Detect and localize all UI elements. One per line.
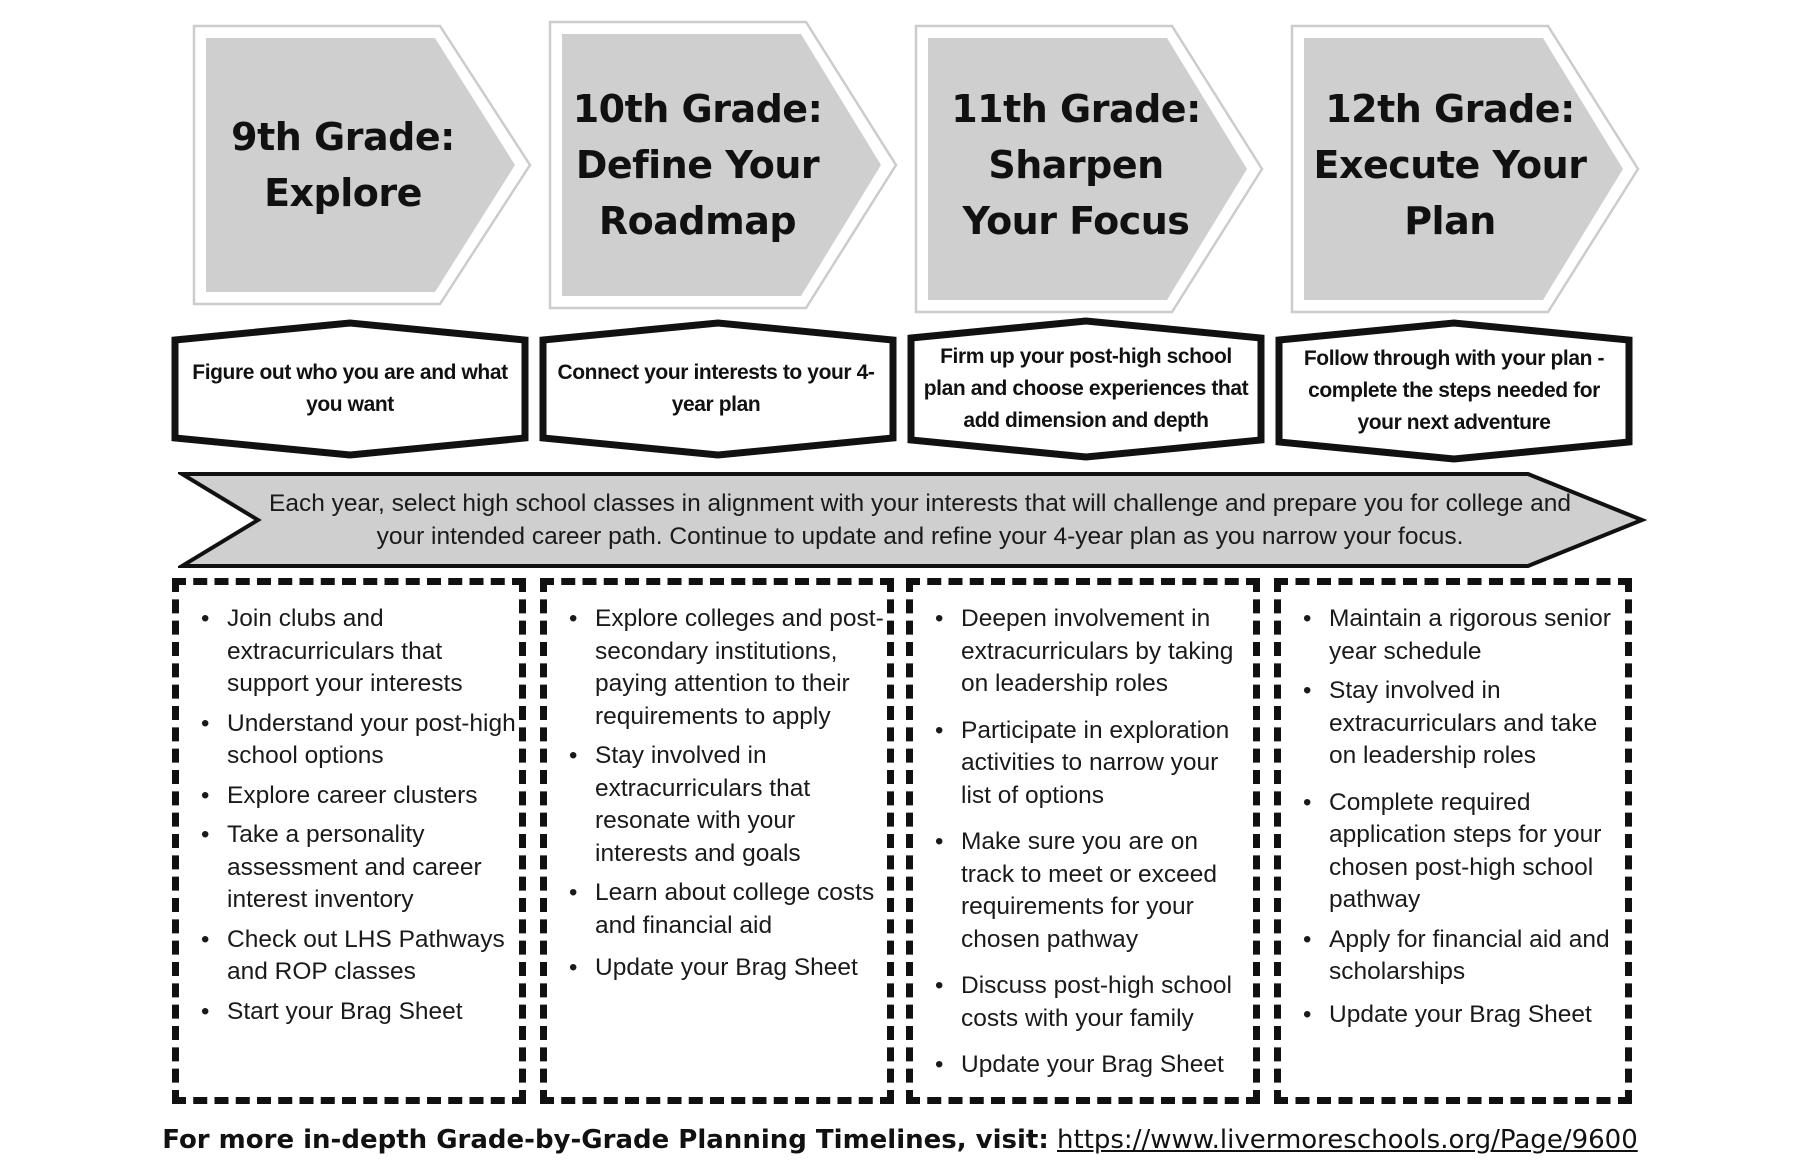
list-item: • Apply for financial aid and scholarships xyxy=(1329,924,1625,989)
list-item: • Maintain a rigorous senior year schedule xyxy=(1329,603,1625,668)
grade-title-12: 12th Grade: Execute Your Plan xyxy=(1313,87,1587,243)
list-item: • Update your Brag Sheet xyxy=(1329,999,1625,1032)
list-item: • Update your Brag Sheet xyxy=(961,1049,1253,1082)
footer-link[interactable]: https://www.livermoreschools.org/Page/9600 xyxy=(1057,1125,1638,1155)
list-item: • Check out LHS Pathways and ROP classes xyxy=(227,924,519,989)
task-box-11 xyxy=(906,578,1260,1104)
list-item: • Take a personality assessment and career interest inventory xyxy=(227,819,519,917)
task-box-12 xyxy=(1274,578,1632,1104)
footer xyxy=(0,1122,1800,1158)
list-item: • Complete required application steps for your chosen post-high school pathway xyxy=(1329,787,1625,917)
list-item: • Participate in exploration activities to narrow your list of options xyxy=(961,715,1253,813)
task-list-12 xyxy=(1281,603,1625,1031)
list-item: • Stay involved in extracurriculars and take on leadership roles xyxy=(1329,675,1625,773)
goal-text-11: Firm up your post-high school plan and choose experiences that add dimension and depth xyxy=(923,345,1249,432)
goal-text-10: Connect your interests to your 4-year plan xyxy=(557,361,875,416)
goal-text-12: Follow through with your plan - complete the steps needed for your next adventure xyxy=(1303,347,1605,434)
grade-title-11: 11th Grade: Sharpen Your Focus xyxy=(951,87,1201,243)
footer-lead: For more in-depth Grade-by-Grade Planning Timelines, visit: xyxy=(162,1125,1049,1155)
list-item: • Make sure you are on track to meet or exceed requirements for your chosen pathway xyxy=(961,826,1253,956)
list-item: • Deepen involvement in extracurriculars by taking on leadership roles xyxy=(961,603,1253,701)
task-box-10 xyxy=(540,578,894,1104)
list-item: • Understand your post-high school options xyxy=(227,708,519,773)
list-item: • Start your Brag Sheet xyxy=(227,996,519,1029)
task-list-9 xyxy=(179,603,519,1028)
task-list-10 xyxy=(547,603,887,985)
list-item: • Stay involved in extracurriculars that resonate with your interests and goals xyxy=(595,740,887,870)
grade-title-9: 9th Grade: Explore xyxy=(231,115,455,215)
goal-text-9: Figure out who you are and what you want xyxy=(192,361,508,416)
list-item: • Explore career clusters xyxy=(227,780,519,813)
list-item: • Join clubs and extracurriculars that support your interests xyxy=(227,603,519,701)
list-item: • Learn about college costs and financial aid xyxy=(595,877,887,942)
task-box-9 xyxy=(172,578,526,1104)
list-item: • Update your Brag Sheet xyxy=(595,952,887,985)
banner-text: Each year, select high school classes in alignment with your interests that will challenge and prepare you for college and your intended career path. Continue to update and refine your 4-year plan as you narrow your focus. xyxy=(269,490,1571,550)
task-list-11 xyxy=(913,603,1253,1082)
grade-title-10: 10th Grade: Define Your Roadmap xyxy=(572,87,823,243)
list-item: • Discuss post-high school costs with your family xyxy=(961,970,1253,1035)
list-item: • Explore colleges and post-secondary institutions, paying attention to their requirements to apply xyxy=(595,603,887,733)
